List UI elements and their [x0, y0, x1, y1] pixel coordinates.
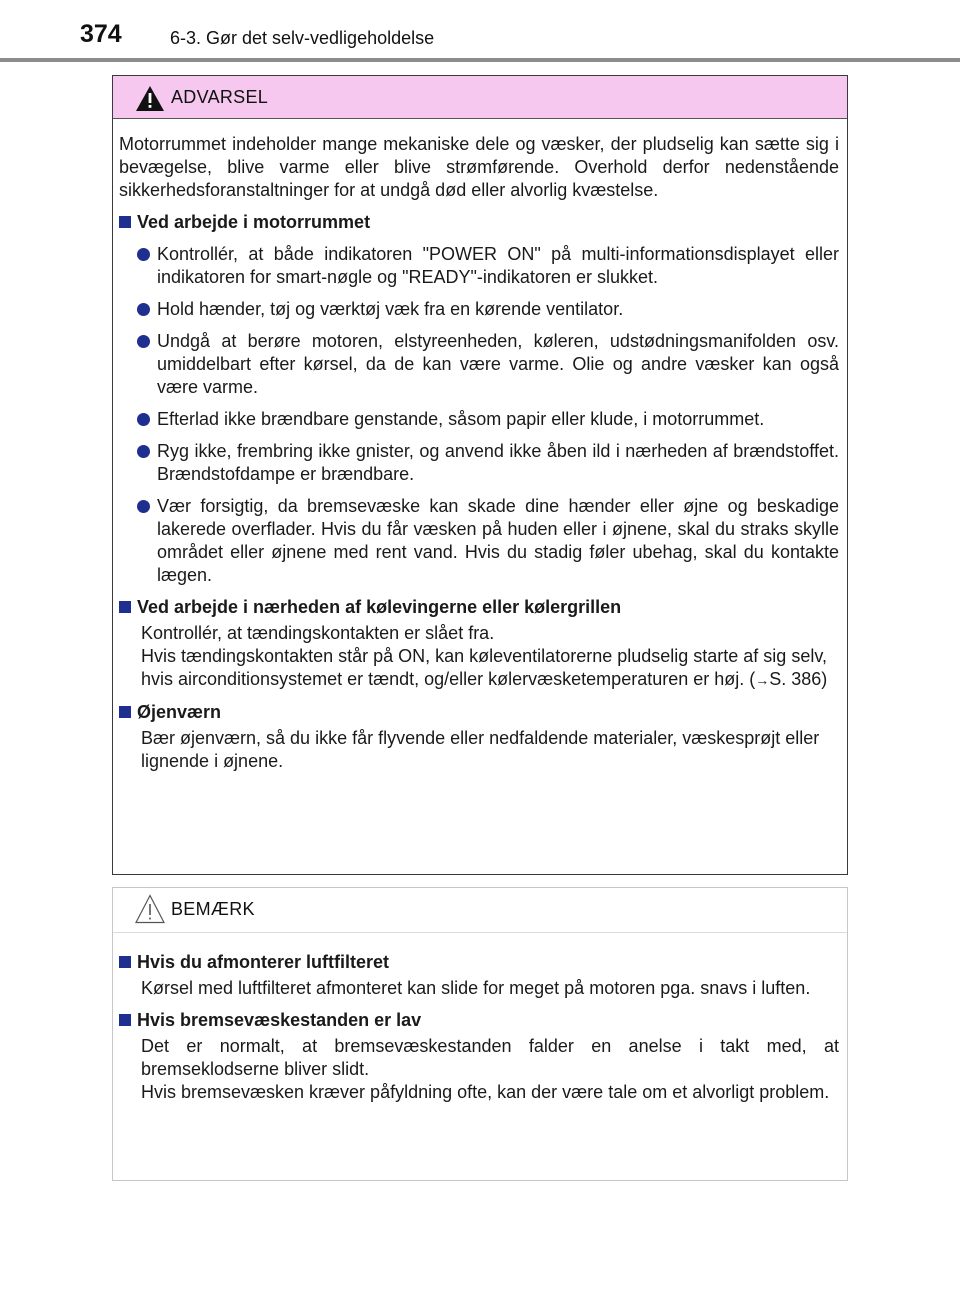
- list-item: Efterlad ikke brændbare genstande, såsom papir eller klude, i motorrummet.: [119, 408, 839, 431]
- square-bullet-icon: [119, 1014, 131, 1026]
- page-number: 374: [80, 20, 122, 48]
- list-item: Hold hænder, tøj og værktøj væk fra en kørende ventilator.: [119, 298, 839, 321]
- warning-body: [113, 119, 847, 773]
- round-bullet-icon: [137, 248, 150, 261]
- header-rule: [0, 58, 960, 62]
- engine-section-heading: Ved arbejde i motorrummet: [119, 211, 839, 234]
- brake-section-heading: Hvis bremsevæskestanden er lav: [119, 1009, 839, 1032]
- list-item: Ryg ikke, frembring ikke gnister, og anvend ikke åben ild i nærheden af brændstoffet. Brændstofdampe er brændbare.: [119, 440, 839, 486]
- fan-section-line1: Kontrollér, at tændingskontakten er slået fra.: [141, 623, 495, 643]
- notice-box: [112, 887, 848, 1181]
- brake-section-text1: Det er normalt, at bremsevæskestanden falder en anelse i takt med, at bremseklodserne bliver slidt.: [141, 1036, 839, 1079]
- page-header: [0, 0, 960, 64]
- square-bullet-icon: [119, 601, 131, 613]
- square-bullet-icon: [119, 706, 131, 718]
- round-bullet-icon: [137, 413, 150, 426]
- round-bullet-icon: [137, 445, 150, 458]
- round-bullet-icon: [137, 335, 150, 348]
- warning-intro: Motorrummet indeholder mange mekaniske dele og væsker, der pludselig kan sætte sig i bevægelse, blive varme eller blive strømførende. Overhold derfor nedenstående sikkerhedsforanstaltninger for at undgå død eller alvorlig kvæstelse.: [119, 134, 839, 200]
- eye-section-text: Bær øjenværn, så du ikke får flyvende eller nedfaldende materialer, væskesprøjt eller lignende i øjnene.: [141, 728, 820, 771]
- list-item: Kontrollér, at både indikatoren "POWER ON" på multi-informationsdisplayet eller indikatoren for smart-nøgle og "READY"-indikatoren er slukket.: [119, 243, 839, 289]
- brake-section-text2: Hvis bremsevæsken kræver påfyldning ofte, kan der være tale om et alvorligt problem.: [141, 1082, 830, 1102]
- list-item: Vær forsigtig, da bremsevæske kan skade dine hænder eller øjne og beskadige lakerede overflader. Hvis du får væsken på huden eller i øjnene, skal du straks skylle området eller øjnene med rent vand. Hvis du stadig føler ubehag, skal du kontakte lægen.: [119, 495, 839, 587]
- arrow-right-icon: →: [755, 672, 770, 688]
- square-bullet-icon: [119, 216, 131, 228]
- warning-triangle-icon: [135, 85, 165, 112]
- fan-section-heading: Ved arbejde i nærheden af kølevingerne eller kølergrillen: [119, 596, 839, 619]
- warning-label: ADVARSEL: [171, 87, 269, 107]
- section-title: 6-3. Gør det selv-vedligeholdelse: [170, 28, 435, 48]
- eye-section-heading: Øjenværn: [119, 701, 839, 724]
- warning-box: [112, 75, 848, 875]
- round-bullet-icon: [137, 303, 150, 316]
- page-reference[interactable]: S. 386): [769, 669, 828, 689]
- square-bullet-icon: [119, 956, 131, 968]
- list-item: Undgå at berøre motoren, elstyreenheden, køleren, udstødningsmanifolden osv. umiddelbart efter kørsel, da de kan være varme. Olie og andre væsker kan også være varme.: [119, 330, 839, 399]
- notice-body: [113, 933, 847, 1104]
- filter-section-text: Kørsel med luftfilteret afmonteret kan slide for meget på motoren pga. snavs i luften.: [141, 978, 811, 998]
- notice-header: [113, 888, 847, 933]
- caution-triangle-icon: [135, 894, 165, 924]
- notice-label: BEMÆRK: [171, 899, 255, 919]
- fan-section-line2: Hvis tændingskontakten står på ON, kan køleventilatorerne pludselig starte af sig selv, hvis airconditionsystemet er tændt, og/eller kølervæsketemperaturen er høj. (→S. 386): [141, 646, 828, 689]
- filter-section-heading: Hvis du afmonterer luftfilteret: [119, 951, 839, 974]
- round-bullet-icon: [137, 500, 150, 513]
- warning-header: [113, 76, 847, 119]
